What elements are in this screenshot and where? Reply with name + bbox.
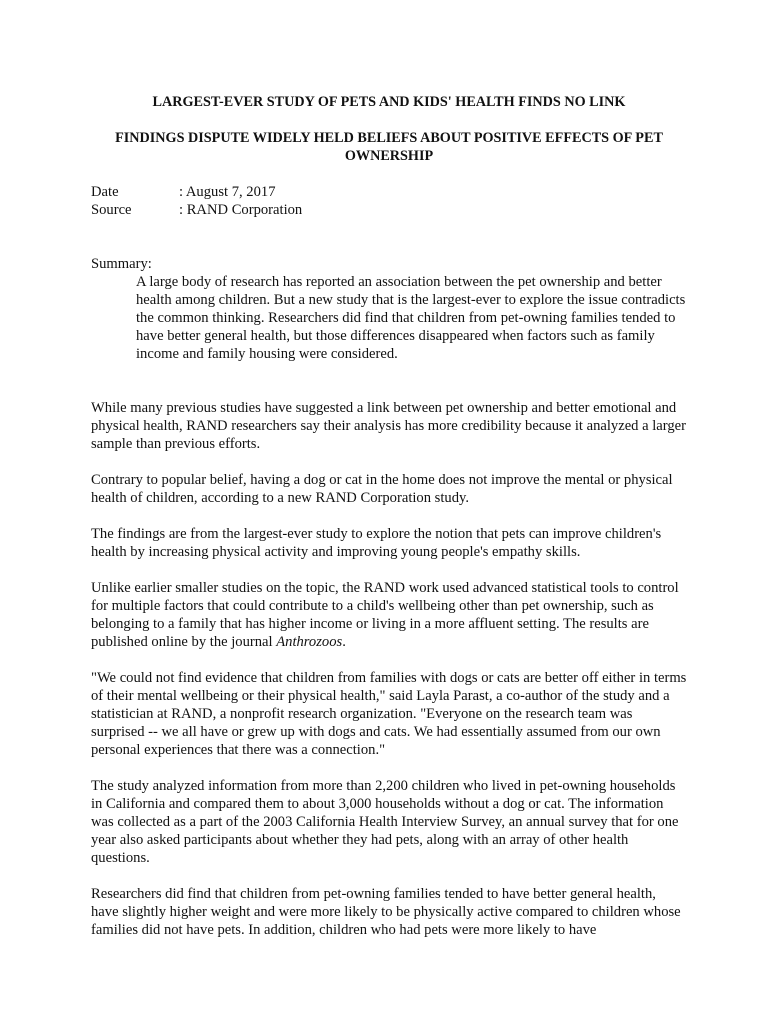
paragraph-1: While many previous studies have suggested a link between pet ownership and better emotional and physical health, RAND researchers say their analysis has more credibility because it analyzed a larger sample than previous efforts.: [91, 400, 687, 452]
paragraph-4-end: .: [342, 634, 346, 650]
paragraph-4-text: Unlike earlier smaller studies on the topic, the RAND work used advanced statistical tools to control for multiple factors that could contribute to a child's wellbeing other than pet ownership, such as belonging to a family that has higher income or living in a more affluent setting. The results are published online by the journal: [91, 580, 679, 650]
paragraph-4: [91, 579, 687, 651]
document-page: [91, 93, 687, 957]
meta-date-row: [91, 183, 687, 201]
source-value: : RAND Corporation: [179, 202, 303, 218]
source-label: Source: [91, 202, 132, 218]
meta-block: [91, 183, 687, 219]
meta-source-row: [91, 201, 687, 219]
paragraph-6: The study analyzed information from more than 2,200 children who lived in pet-owning households in California and compared them to about 3,000 households without a dog or cat. The information was collected as a part of the 2003 California Health Interview Survey, an annual survey that for one year also asked participants about whether they had pets, along with an array of other health questions.: [91, 778, 679, 866]
paragraph-2: Contrary to popular belief, having a dog or cat in the home does not improve the mental or physical health of children, according to a new RAND Corporation study.: [91, 472, 673, 506]
document-title: LARGEST-EVER STUDY OF PETS AND KIDS' HEALTH FINDS NO LINK: [152, 94, 626, 110]
date-label: Date: [91, 184, 119, 200]
date-value: : August 7, 2017: [179, 184, 276, 200]
summary-text: A large body of research has reported an association between the pet ownership and better health among children. But a new study that is the largest-ever to explore the issue contradicts the common thinking. Researchers did find that children from pet-owning families tended to have better general health, but those differences disappeared when factors such as family income and family housing were considered.: [136, 274, 686, 362]
summary-label: Summary:: [91, 256, 152, 272]
paragraph-7: Researchers did find that children from pet-owning families tended to have better general health, have slightly higher weight and were more likely to be physically active compared to children whose families did not have pets. In addition, children who had pets were more likely to have: [91, 886, 681, 938]
journal-name: Anthrozoos: [276, 634, 343, 650]
paragraph-5: "We could not find evidence that children from families with dogs or cats are better off either in terms of their mental wellbeing or their physical health," said Layla Parast, a co-author of the study and a statistician at RAND, a nonprofit research organization. "Everyone on the research team was surprised -- we all have or grew up with dogs and cats. We had essentially assumed from our own personal experiences that there was a connection.": [91, 670, 687, 758]
document-subtitle: FINDINGS DISPUTE WIDELY HELD BELIEFS ABOUT POSITIVE EFFECTS OF PET OWNERSHIP: [115, 130, 663, 164]
paragraph-3: The findings are from the largest-ever study to explore the notion that pets can improve children's health by increasing physical activity and improving young people's empathy skills.: [91, 526, 662, 560]
